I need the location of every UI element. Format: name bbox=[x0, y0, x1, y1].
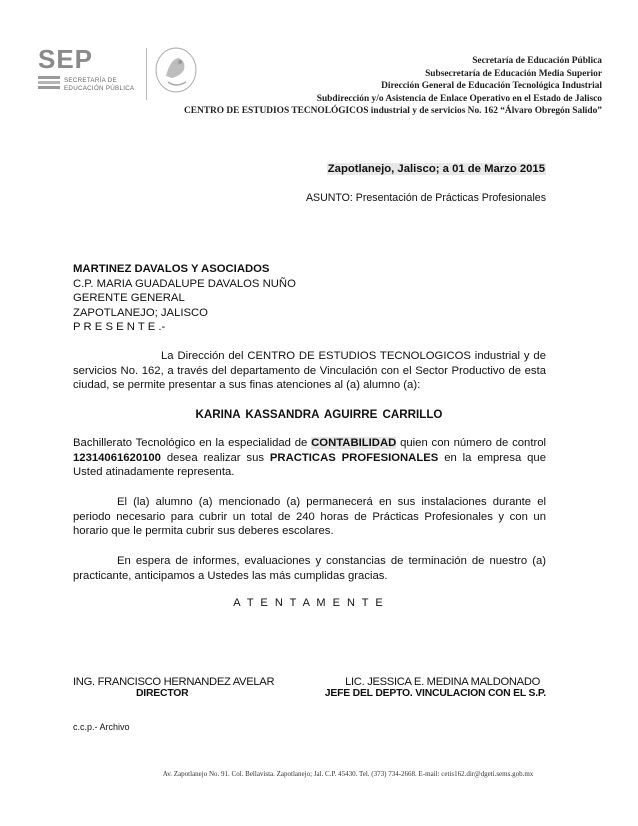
header-line-2: Subsecretaría de Educación Media Superior bbox=[425, 68, 602, 79]
practice-type: PRACTICAS PROFESIONALES bbox=[269, 451, 439, 464]
footer-address: Av. Zapotlanejo No. 91. Col. Bellavista. Zapotlanejo; Jal. C.P. 45430. Tel. (373) 734-2668. E-mail: cetis162.dir@dgeti.sems.gob.mx bbox=[162, 770, 534, 778]
header-line-5: CENTRO DE ESTUDIOS TECNOLÓGICOS industrial y de servicios No. 162 “Álvaro Obregón Salido” bbox=[183, 106, 602, 117]
recipient-name: C.P. MARIA GUADALUPE DAVALOS NUÑO bbox=[73, 277, 296, 290]
logo-org-name: SECRETARÍA DE EDUCACIÓN PÚBLICA bbox=[64, 77, 135, 92]
header-line-3: Dirección General de Educación Tecnológica Industrial bbox=[381, 81, 602, 92]
recipient-position: GERENTE GENERAL bbox=[73, 292, 185, 305]
director-title: DIRECTOR bbox=[136, 688, 189, 699]
signature-vinculacion bbox=[325, 676, 546, 699]
logo-stripes bbox=[38, 76, 60, 91]
student-name: KARINA KASSANDRA AGUIRRE CARRILLO bbox=[195, 408, 443, 421]
control-number: 12314061620100 bbox=[73, 451, 161, 464]
closing: A T E N T A M E N T E bbox=[233, 597, 385, 609]
paragraph-student-details: Bachillerato Tecnológico en la especialidad de CONTABILIDAD quien con número de control 12314061620100 desea realizar sus PRACTICAS PROFESIONALES en la empresa que Usted atinadamente representa. bbox=[73, 437, 547, 479]
signature-director bbox=[73, 676, 274, 699]
specialty: CONTABILIDAD bbox=[311, 437, 397, 449]
paragraph-thanks: En espera de informes, evaluaciones y constancias de terminación de nuestro (a) practicante, anticipamos a Ustedes las más cumplidas gracias. bbox=[73, 555, 546, 582]
sep-logo bbox=[38, 44, 198, 100]
header-line-4: Subdirección y/o Asistencia de Enlace Operativo en el Estado de Jalisco bbox=[316, 93, 602, 104]
vinculacion-title: JEFE DEL DEPTO. VINCULACION CON EL S.P. bbox=[324, 688, 546, 699]
letter-date: Zapotlanejo, Jalisco; a 01 de Marzo 2015 bbox=[327, 163, 545, 175]
vinculacion-name: LIC. JESSICA E. MEDINA MALDONADO bbox=[345, 676, 540, 688]
director-name: ING. FRANCISCO HERNANDEZ AVELAR bbox=[73, 676, 275, 688]
paragraph-introduction: La Dirección del CENTRO DE ESTUDIOS TECNOLOGICOS industrial y de servicios No. 162, a través del departamento de Vinculación con el Sector Productivo de esta ciudad, se permite presentar a sus finas atenciones al (a) alumno (a): bbox=[73, 350, 546, 392]
recipient-present: P R E S E N T E .- bbox=[73, 321, 166, 334]
recipient-company: MARTINEZ DAVALOS Y ASOCIADOS bbox=[73, 263, 270, 275]
logo-divider bbox=[146, 48, 147, 100]
carbon-copy: c.c.p.- Archivo bbox=[73, 722, 130, 732]
header-line-1: Secretaría de Educación Pública bbox=[472, 56, 602, 66]
recipient-location: ZAPOTLANEJO; JALISCO bbox=[73, 306, 208, 319]
recipient-block bbox=[73, 262, 546, 335]
sep-wordmark: SEP bbox=[38, 44, 94, 74]
letter-subject: ASUNTO: Presentación de Prácticas Profesionales bbox=[305, 192, 546, 204]
paragraph-hours: El (la) alumno (a) mencionado (a) permanecerá en sus instalaciones durante el periodo necesario para cubrir un total de 240 horas de Prácticas Profesionales y con un horario que le permita cubrir sus deberes escolares. bbox=[73, 496, 546, 538]
institution-header bbox=[184, 55, 602, 118]
